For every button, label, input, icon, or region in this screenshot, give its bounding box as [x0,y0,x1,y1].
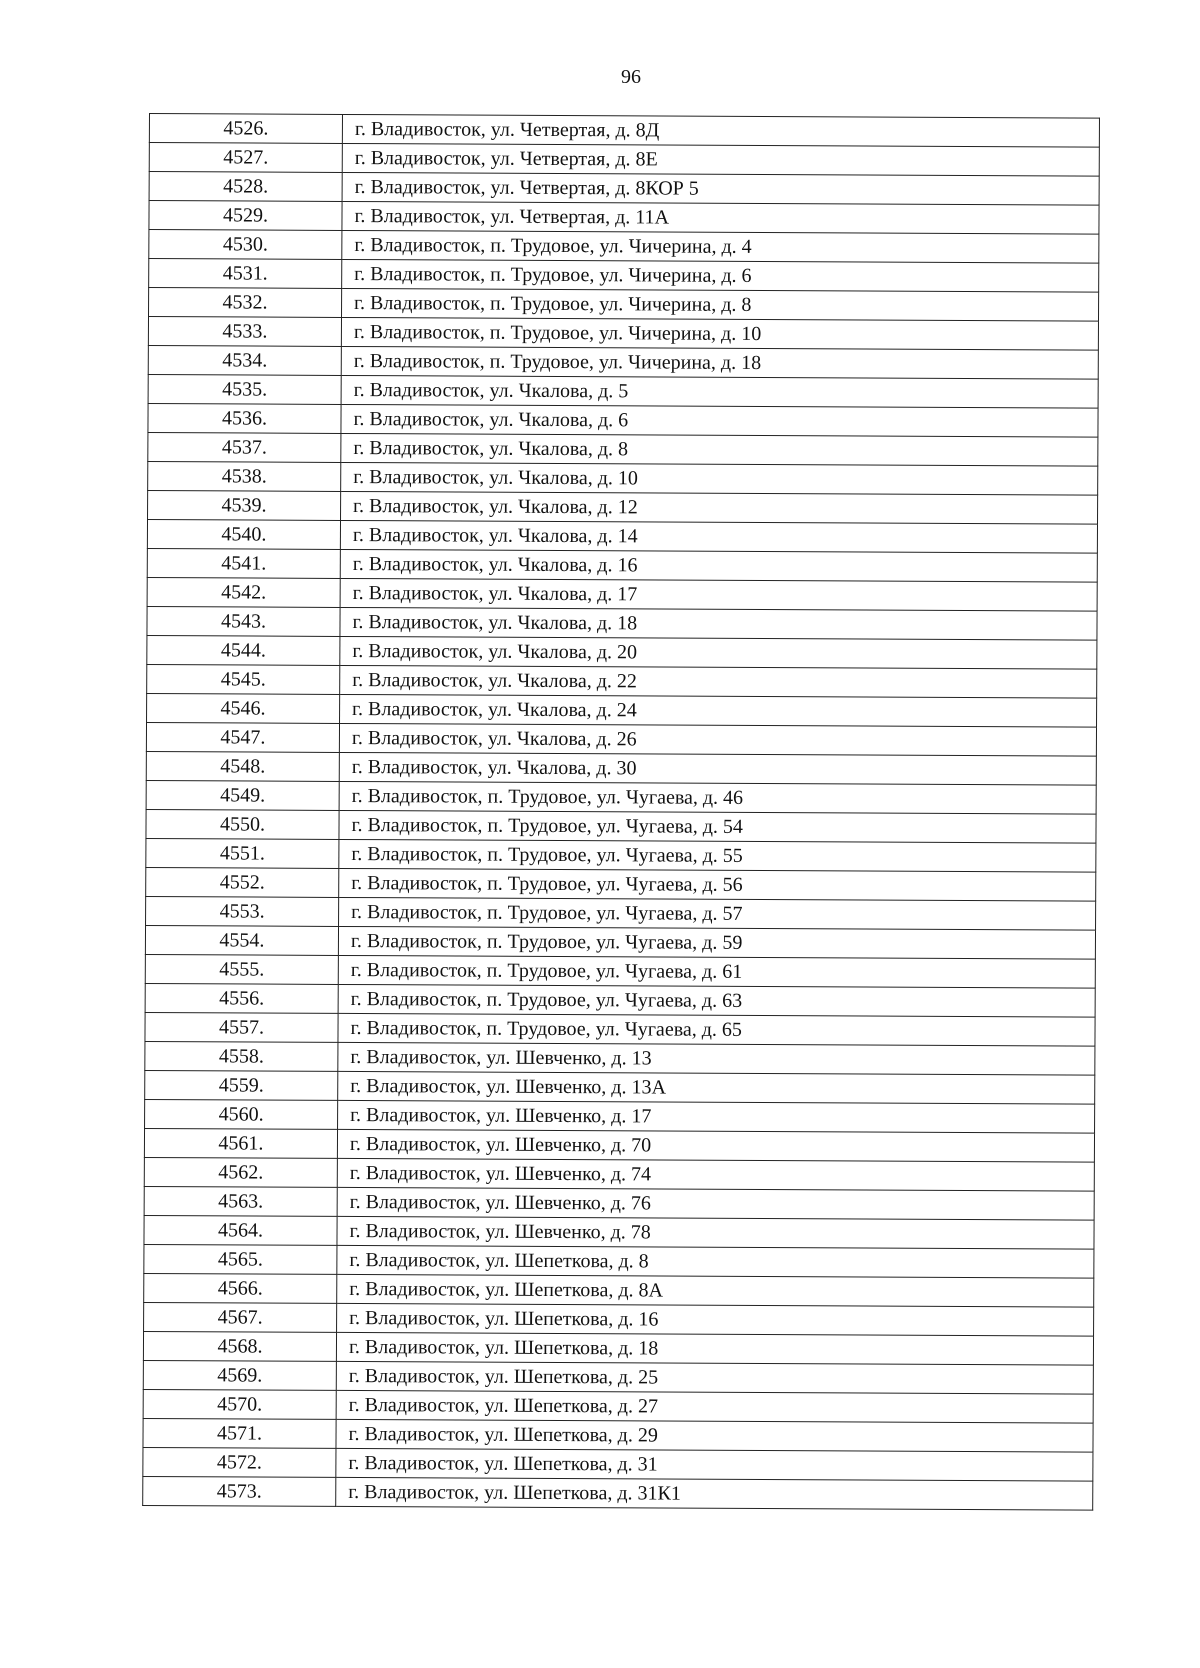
row-number-cell: 4549. [146,780,339,810]
table-row [145,1012,1095,1046]
address-cell: г. Владивосток, ул. Четвертая, д. 8Е [342,143,1099,176]
table-row [149,259,1099,293]
table-row [145,1041,1095,1075]
row-number-cell: 4554. [145,925,338,955]
table-row [147,606,1097,640]
table-row [145,983,1095,1017]
row-number-cell: 4530. [149,230,342,260]
table-row [148,490,1098,524]
table-row [144,1215,1094,1249]
address-cell: г. Владивосток, ул. Чкалова, д. 17 [340,578,1097,611]
row-number-cell: 4547. [146,722,339,752]
address-cell: г. Владивосток, п. Трудовое, ул. Чичерина, д. 18 [341,346,1098,379]
row-number-cell: 4563. [144,1186,337,1216]
address-cell: г. Владивосток, ул. Шевченко, д. 70 [337,1129,1094,1162]
row-number-cell: 4538. [148,461,341,491]
table-row [149,230,1099,264]
table-row [146,896,1096,930]
table-row [146,751,1096,785]
address-cell: г. Владивосток, п. Трудовое, ул. Чугаева, д. 57 [339,897,1096,930]
row-number-cell: 4573. [143,1476,336,1506]
table-row [143,1360,1093,1394]
row-number-cell: 4528. [149,172,342,202]
row-number-cell: 4534. [148,345,341,375]
table-row [149,288,1099,322]
row-number-cell: 4552. [146,867,339,897]
address-cell: г. Владивосток, ул. Чкалова, д. 5 [341,375,1098,408]
row-number-cell: 4527. [149,143,342,173]
row-number-cell: 4571. [143,1418,336,1448]
row-number-cell: 4564. [144,1215,337,1245]
row-number-cell: 4565. [144,1244,337,1274]
address-cell: г. Владивосток, ул. Чкалова, д. 26 [339,723,1096,756]
address-cell: г. Владивосток, ул. Шевченко, д. 13 [338,1042,1095,1075]
row-number-cell: 4539. [148,490,341,520]
address-cell: г. Владивосток, ул. Чкалова, д. 12 [341,491,1098,524]
table-row [148,345,1098,379]
address-cell: г. Владивосток, ул. Чкалова, д. 30 [339,752,1096,785]
table-row [147,548,1097,582]
table-row [144,1128,1094,1162]
address-cell: г. Владивосток, ул. Шепеткова, д. 31К1 [336,1477,1093,1510]
address-cell: г. Владивосток, ул. Чкалова, д. 18 [340,607,1097,640]
table-row [146,780,1096,814]
row-number-cell: 4535. [148,374,341,404]
row-number-cell: 4556. [145,983,338,1013]
table-row [143,1447,1093,1481]
address-cell: г. Владивосток, п. Трудовое, ул. Чичерина, д. 10 [341,317,1098,350]
table-row [144,1157,1094,1191]
row-number-cell: 4560. [145,1099,338,1129]
table-row [143,1331,1093,1365]
address-cell: г. Владивосток, ул. Чкалова, д. 14 [340,520,1097,553]
row-number-cell: 4566. [144,1273,337,1303]
row-number-cell: 4553. [146,896,339,926]
row-number-cell: 4532. [149,288,342,318]
row-number-cell: 4537. [148,432,341,462]
address-cell: г. Владивосток, ул. Шепеткова, д. 29 [336,1419,1093,1452]
address-cell: г. Владивосток, ул. Чкалова, д. 8 [341,433,1098,466]
row-number-cell: 4562. [144,1157,337,1187]
table-row [148,403,1098,437]
address-cell: г. Владивосток, ул. Чкалова, д. 20 [340,636,1097,669]
address-cell: г. Владивосток, ул. Шевченко, д. 78 [337,1216,1094,1249]
address-cell: г. Владивосток, п. Трудовое, ул. Чугаева, д. 61 [338,955,1095,988]
table-row [143,1389,1093,1423]
address-cell: г. Владивосток, ул. Четвертая, д. 8КОР 5 [342,172,1099,205]
address-cell: г. Владивосток, ул. Шевченко, д. 17 [338,1100,1095,1133]
row-number-cell: 4533. [148,317,341,347]
row-number-cell: 4543. [147,606,340,636]
address-cell: г. Владивосток, ул. Шепеткова, д. 25 [336,1361,1093,1394]
row-number-cell: 4558. [145,1041,338,1071]
row-number-cell: 4550. [146,809,339,839]
table-row [145,1099,1095,1133]
row-number-cell: 4568. [143,1331,336,1361]
row-number-cell: 4569. [143,1360,336,1390]
row-number-cell: 4570. [143,1389,336,1419]
table-row [147,664,1097,698]
address-cell: г. Владивосток, п. Трудовое, ул. Чугаева, д. 56 [339,868,1096,901]
row-number-cell: 4546. [147,693,340,723]
table-row [149,172,1099,206]
address-cell: г. Владивосток, ул. Чкалова, д. 10 [341,462,1098,495]
address-cell: г. Владивосток, п. Трудовое, ул. Чичерина, д. 6 [342,259,1099,292]
row-number-cell: 4559. [145,1070,338,1100]
row-number-cell: 4567. [144,1302,337,1332]
address-cell: г. Владивосток, ул. Шепеткова, д. 27 [336,1390,1093,1423]
table-row [146,809,1096,843]
row-number-cell: 4542. [147,577,340,607]
address-cell: г. Владивосток, ул. Чкалова, д. 24 [340,694,1097,727]
address-cell: г. Владивосток, ул. Чкалова, д. 16 [340,549,1097,582]
table-row [143,1476,1093,1510]
table-row [149,114,1099,148]
table-row [148,317,1098,351]
address-cell: г. Владивосток, ул. Чкалова, д. 22 [340,665,1097,698]
page-number: 96 [621,66,641,88]
row-number-cell: 4572. [143,1447,336,1477]
address-cell: г. Владивосток, ул. Шепеткова, д. 8А [337,1274,1094,1307]
table-row [144,1186,1094,1220]
table-row [148,461,1098,495]
row-number-cell: 4557. [145,1012,338,1042]
address-cell: г. Владивосток, ул. Шевченко, д. 74 [337,1158,1094,1191]
table-row [146,838,1096,872]
table-row [145,954,1095,988]
row-number-cell: 4536. [148,403,341,433]
row-number-cell: 4545. [147,664,340,694]
table-row [148,374,1098,408]
address-cell: г. Владивосток, ул. Шепеткова, д. 31 [336,1448,1093,1481]
table-row [147,635,1097,669]
table-row [147,577,1097,611]
table-row [146,722,1096,756]
address-cell: г. Владивосток, ул. Четвертая, д. 8Д [342,114,1099,147]
address-cell: г. Владивосток, ул. Четвертая, д. 11А [342,201,1099,234]
row-number-cell: 4544. [147,635,340,665]
address-cell: г. Владивосток, ул. Шевченко, д. 13А [338,1071,1095,1104]
table-row [147,693,1097,727]
address-cell: г. Владивосток, ул. Шепеткова, д. 8 [337,1245,1094,1278]
address-cell: г. Владивосток, ул. Шепеткова, д. 16 [337,1303,1094,1336]
address-cell: г. Владивосток, п. Трудовое, ул. Чугаева, д. 65 [338,1013,1095,1046]
address-cell: г. Владивосток, п. Трудовое, ул. Чугаева, д. 63 [338,984,1095,1017]
address-cell: г. Владивосток, п. Трудовое, ул. Чугаева, д. 55 [339,839,1096,872]
table-row [149,143,1099,177]
address-cell: г. Владивосток, п. Трудовое, ул. Чугаева, д. 46 [339,781,1096,814]
table-row [145,1070,1095,1104]
row-number-cell: 4555. [145,954,338,984]
address-cell: г. Владивосток, п. Трудовое, ул. Чичерина, д. 4 [342,230,1099,263]
address-table [142,113,1100,1511]
row-number-cell: 4548. [146,751,339,781]
table-row [143,1418,1093,1452]
address-cell: г. Владивосток, п. Трудовое, ул. Чугаева, д. 54 [339,810,1096,843]
row-number-cell: 4529. [149,201,342,231]
row-number-cell: 4541. [147,548,340,578]
address-cell: г. Владивосток, п. Трудовое, ул. Чугаева, д. 59 [338,926,1095,959]
row-number-cell: 4540. [147,519,340,549]
address-cell: г. Владивосток, ул. Шепеткова, д. 18 [336,1332,1093,1365]
table-row [144,1244,1094,1278]
table-row [144,1273,1094,1307]
table-row [147,519,1097,553]
row-number-cell: 4561. [144,1128,337,1158]
address-cell: г. Владивосток, ул. Шевченко, д. 76 [337,1187,1094,1220]
address-cell: г. Владивосток, ул. Чкалова, д. 6 [341,404,1098,437]
row-number-cell: 4526. [149,114,342,144]
address-table-body [143,114,1100,1511]
table-row [144,1302,1094,1336]
table-row [149,201,1099,235]
table-row [145,925,1095,959]
table-row [146,867,1096,901]
table-row [148,432,1098,466]
address-cell: г. Владивосток, п. Трудовое, ул. Чичерина, д. 8 [342,288,1099,321]
row-number-cell: 4531. [149,259,342,289]
row-number-cell: 4551. [146,838,339,868]
